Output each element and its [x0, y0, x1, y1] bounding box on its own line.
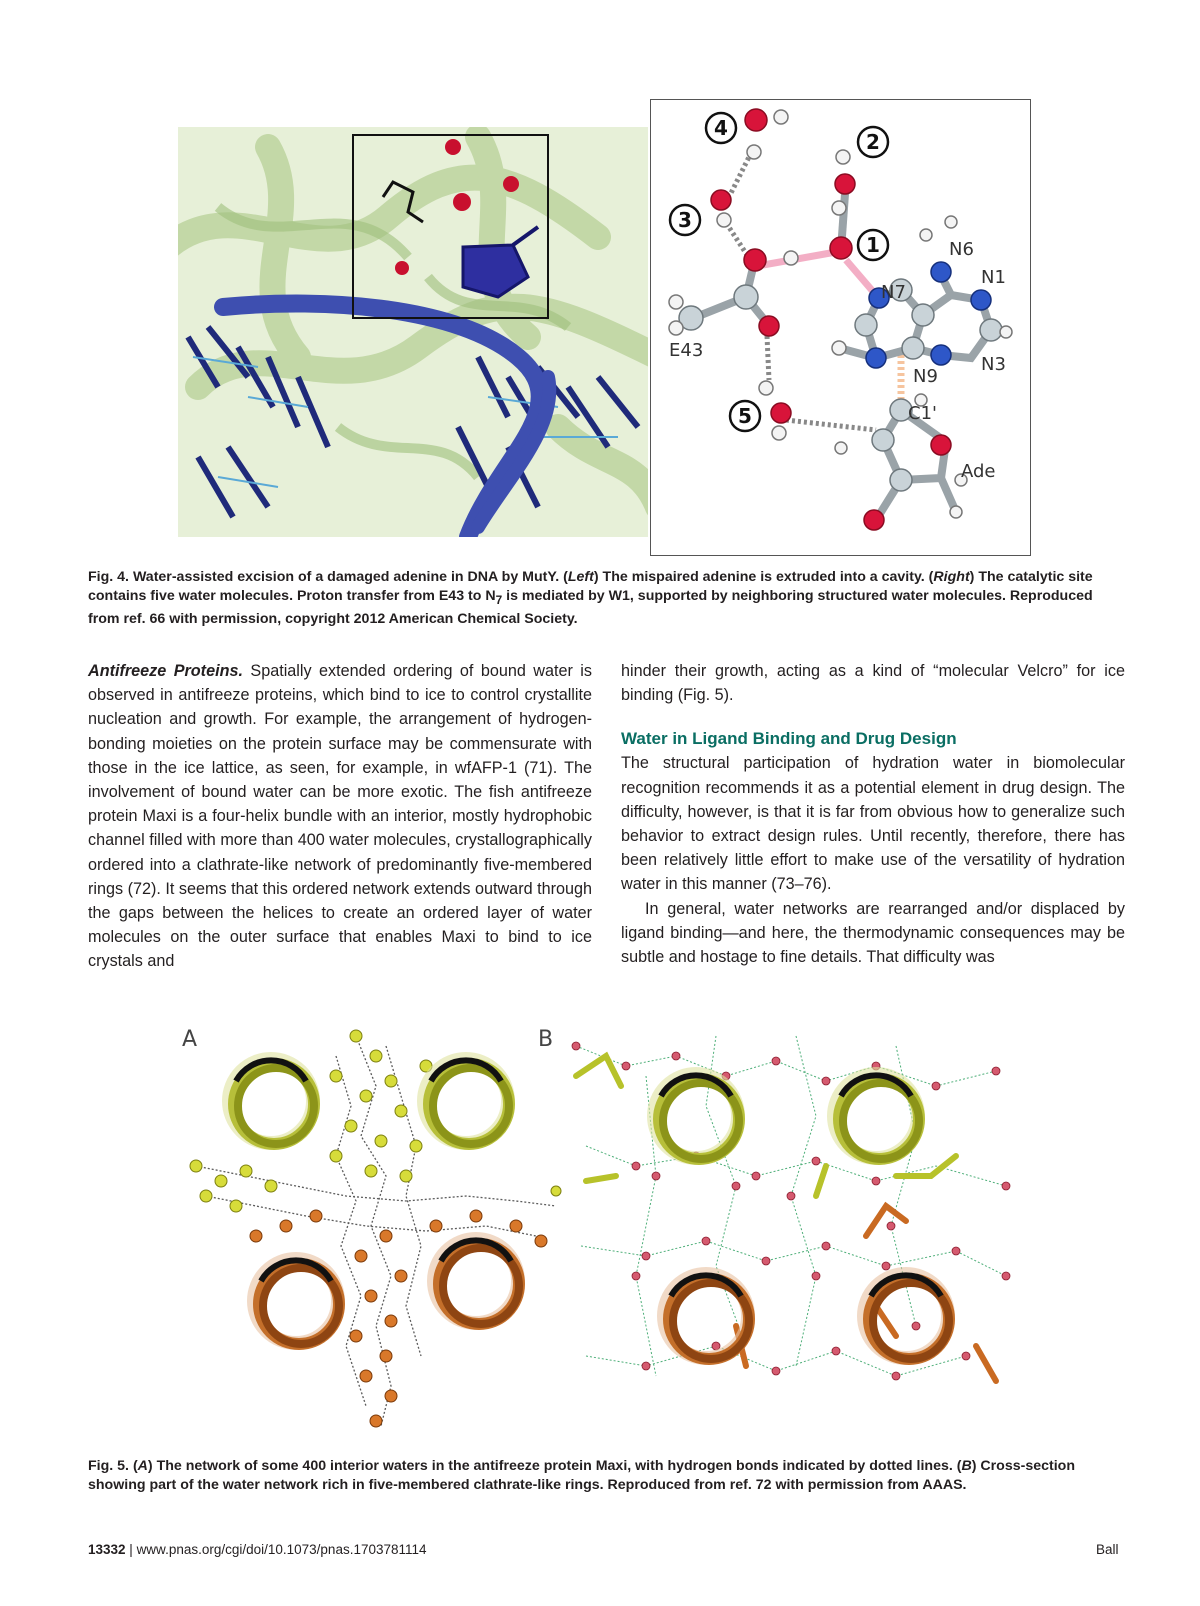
label-n1: N1 [981, 267, 1006, 288]
figure-5-panel-b-label: B [538, 1027, 554, 1052]
label-n7: N7 [881, 282, 906, 303]
right-paragraph-3: In general, water networks are rearranged and/or displaced by ligand binding—and here, the thermodynamic consequences may be subtle and hostage to fine details. That difficulty was [621, 899, 1125, 967]
antifreeze-runin-heading: Antifreeze Proteins. [88, 662, 243, 680]
figure-4-caption-text-3: ) The catalytic site contains five water molecules. Proton transfer from E43 to N [88, 569, 1093, 604]
footer-author: Ball [1096, 1542, 1119, 1557]
figure-5-caption-label: Fig. 5. [88, 1458, 129, 1474]
figure-5-image [176, 1026, 1032, 1441]
label-e43: E43 [669, 340, 704, 361]
figure-4-caption-text-1: Water-assisted excision of a damaged adenine in DNA by MutY. ( [129, 569, 568, 585]
figure-4-caption [88, 568, 1128, 629]
water-label-5: 5 [738, 404, 752, 428]
figure-4-caption-right: Right [933, 569, 970, 585]
figure-5-caption-b: B [961, 1458, 972, 1474]
antifreeze-text: Spatially extended ordering of bound water is observed in antifreeze proteins, which bind to ice to control crystallite nucleation and growth. For example, the arrangement of hydrogen-bonding moieties on the protein surface may be commensurate with those in the ice lattice, as seen, for example, in wfAFP-1 (71). The involvement of bound water can be more exotic. The fish antifreeze protein Maxi is a four-helix bundle with an interior, mostly hydrophobic channel filled with more than 400 water molecules, crystallographically ordered into a clathrate-like network of predominantly five-membered rings (72). It seems that this ordered network extends outward through the gaps between the helices to create an ordered layer of water molecules on the outer surface that enables Maxi to bind to ice crystals and [88, 662, 592, 971]
water-label-2: 2 [866, 130, 880, 154]
footer-doi-link[interactable]: www.pnas.org/cgi/doi/10.1073/pnas.1703781114 [136, 1542, 427, 1557]
water-label-3: 3 [678, 208, 692, 232]
label-n9: N9 [913, 366, 938, 387]
section-heading-ligand-binding: Water in Ligand Binding and Drug Design [621, 729, 957, 749]
antifreeze-paragraph [88, 659, 592, 974]
label-n3: N3 [981, 354, 1006, 375]
figure-5-panel-a [190, 1030, 561, 1427]
body-column-left [88, 659, 592, 974]
figure-5-caption-a: A [137, 1458, 148, 1474]
page-footer-left [88, 1542, 427, 1557]
figure-5-panel-b [571, 1026, 1011, 1396]
catalytic-site-diagram [651, 100, 1029, 554]
figure-5-caption-text-1: ( [129, 1458, 138, 1474]
figure-5-caption-text-3: ) Cross-section showing part of the water network rich in five-membered clathrate-like rings. Reproduced from ref. 72 with permission from AAAS. [88, 1458, 1075, 1493]
figure-4-caption-text-4: is mediated by W1, supported by neighboring structured water molecules. Reproduced from ref. 66 with permission, copyright 2012 American Chemical Society. [88, 588, 1093, 627]
figure-5-caption-text-2: ) The network of some 400 interior waters in the antifreeze protein Maxi, with hydrogen bonds indicated by dotted lines. ( [147, 1458, 962, 1474]
antifreeze-water-network-illustration [176, 1026, 1032, 1441]
figure-4-caption-left: Left [567, 569, 594, 585]
body-column-right [621, 659, 1125, 969]
water-label-1: 1 [866, 233, 880, 257]
footer-separator: | [125, 1542, 137, 1557]
figure-5-panel-a-label: A [182, 1027, 198, 1052]
figure-4-left-image [178, 127, 648, 537]
label-ade: Ade [961, 461, 996, 482]
label-n6: N6 [949, 239, 974, 260]
page-number: 13332 [88, 1542, 126, 1557]
label-c1: C1' [908, 403, 937, 424]
figure-4-caption-label: Fig. 4. [88, 569, 129, 585]
right-paragraph-2: The structural participation of hydration water in biomolecular recognition recommends it as a potential element in drug design. The difficulty, however, is that it is far from obvious how to generalize such behavior to extract design rules. Until recently, therefore, there has been relatively little effort to make use of the versatility of hydration water in this manner (73–76). [621, 754, 1125, 894]
figure-4-caption-text-2: ) The mispaired adenine is extruded into a cavity. ( [593, 569, 934, 585]
right-paragraph-1: hinder their growth, acting as a kind of “molecular Velcro” for ice binding (Fig. 5). [621, 662, 1125, 705]
protein-dna-illustration [178, 127, 648, 537]
water-label-4: 4 [714, 116, 728, 140]
figure-5-caption [88, 1457, 1128, 1495]
figure-4-caption-subscript: 7 [495, 592, 503, 607]
figure-4-right-image [650, 99, 1031, 556]
